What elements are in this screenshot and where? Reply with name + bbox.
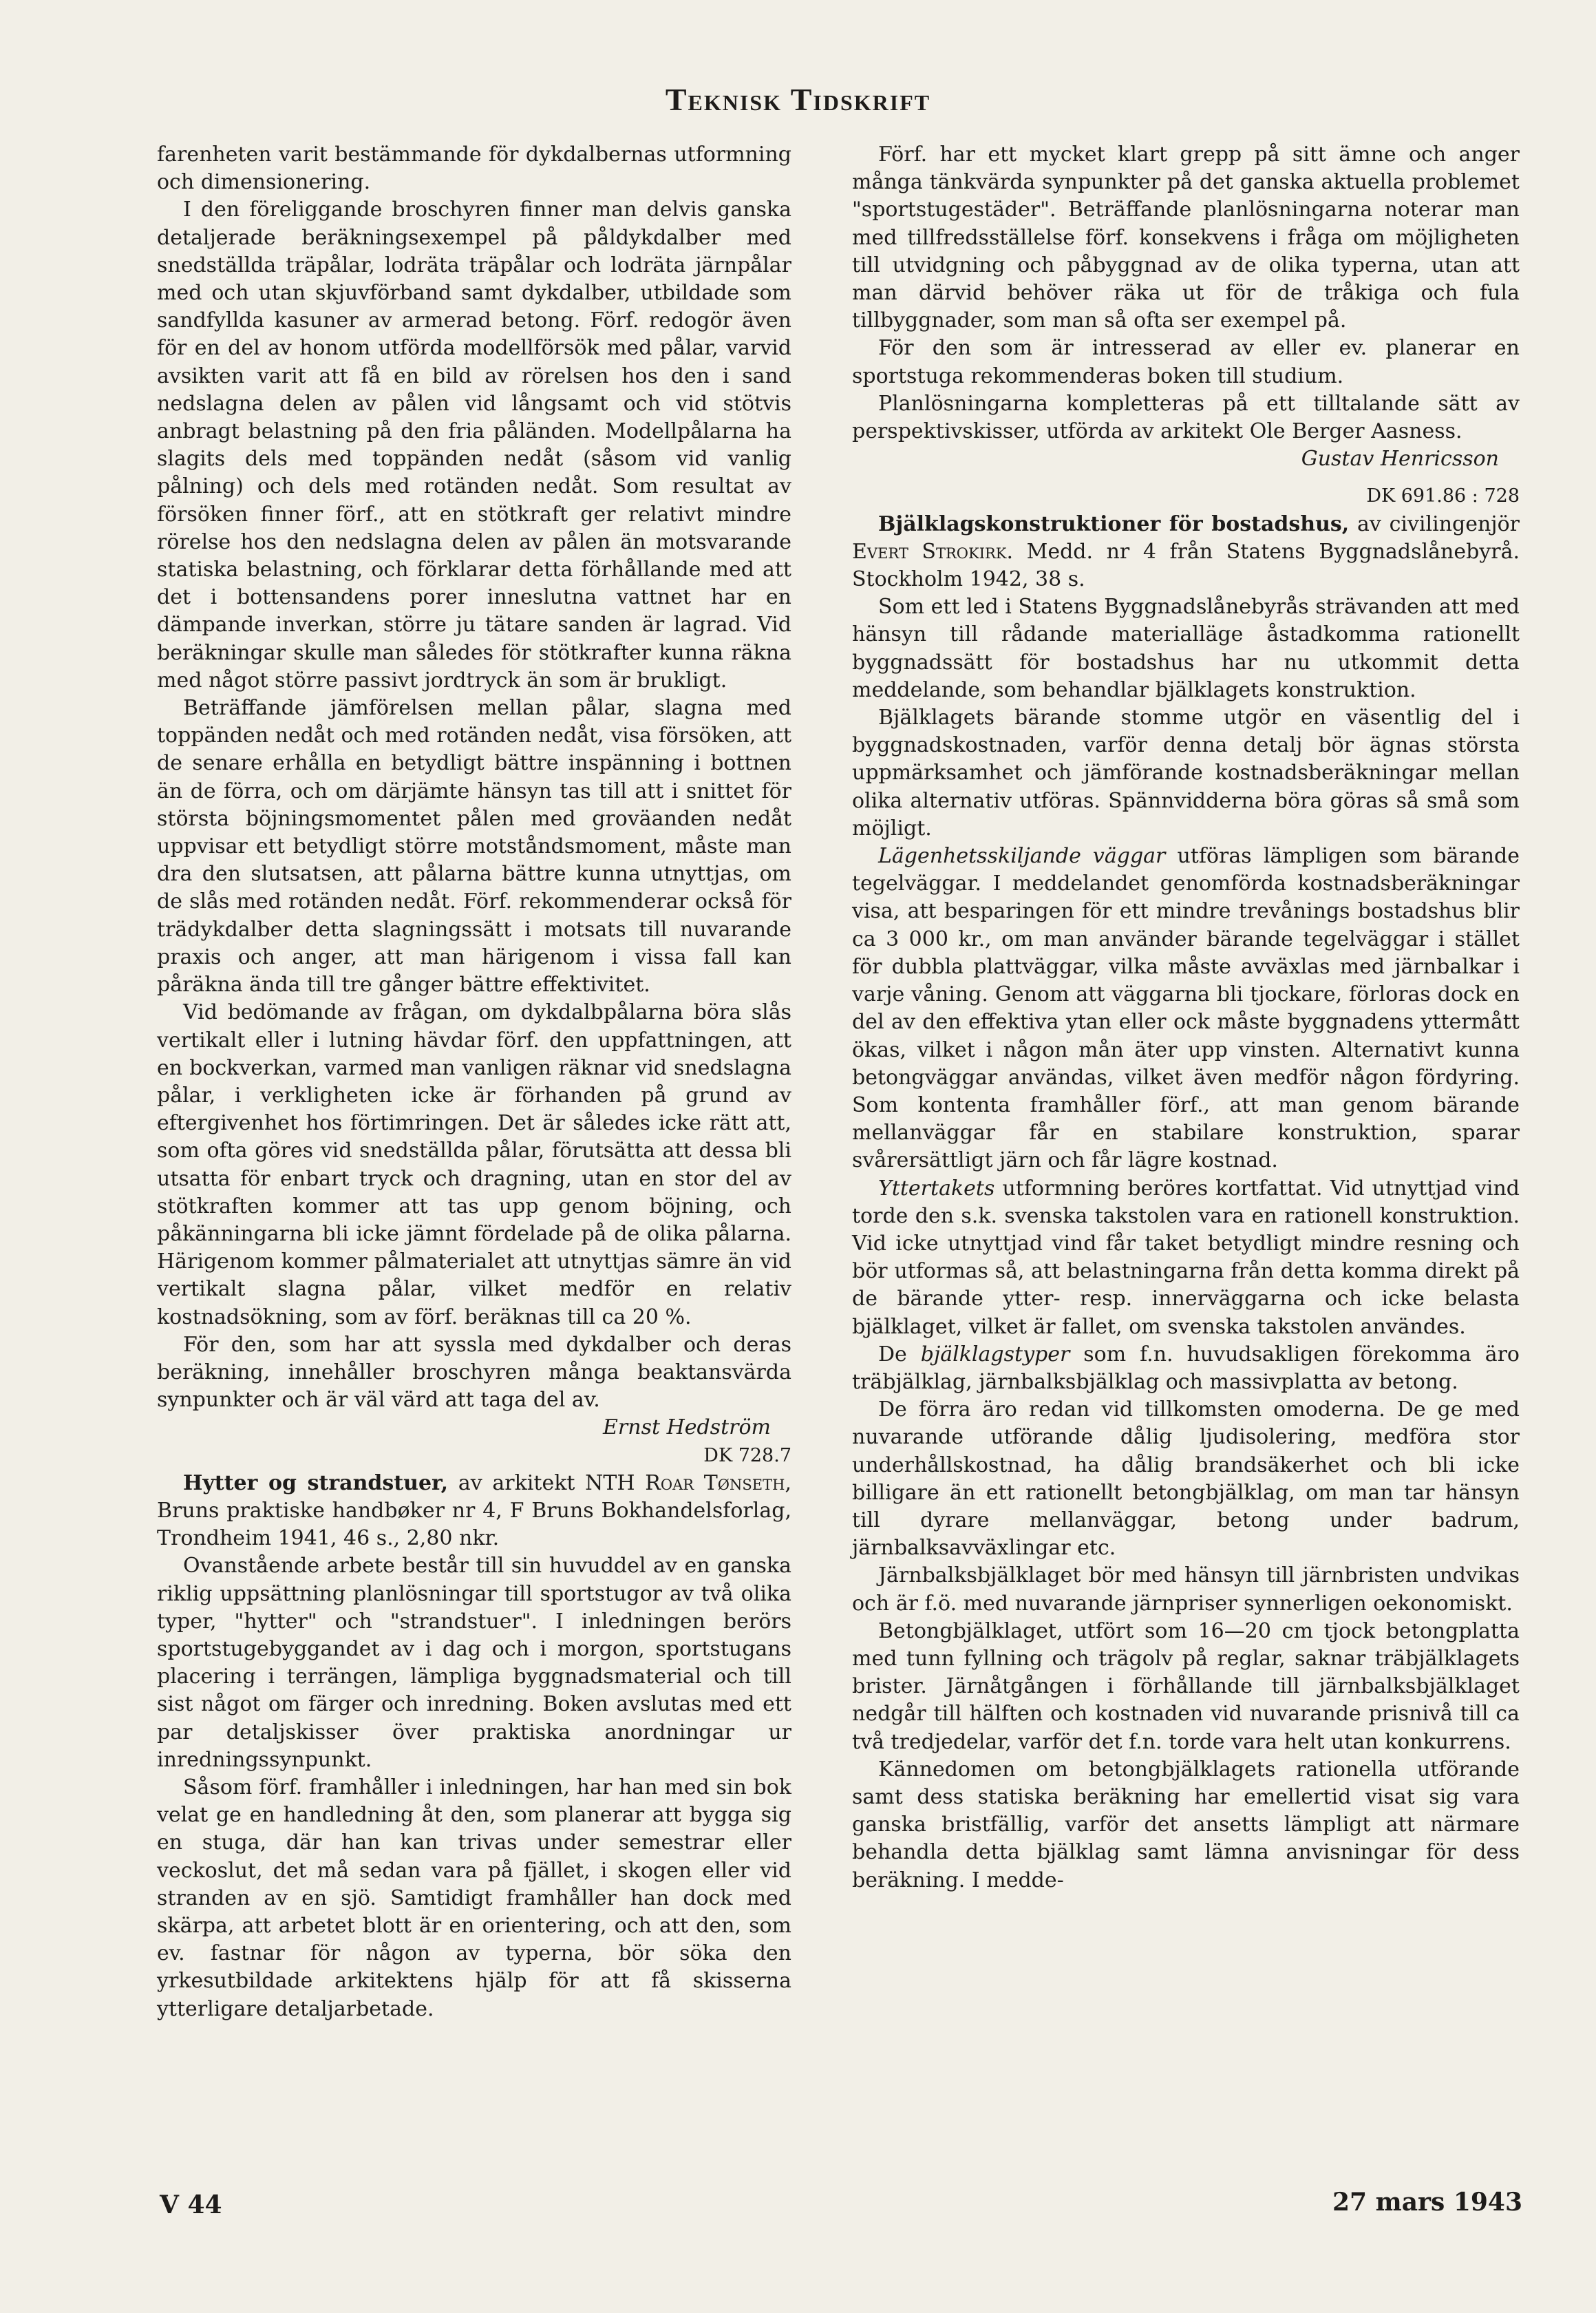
paragraph: Vid bedömande av frågan, om dykdalbpålarna böra slås vertikalt eller i lutning hävdar förf. den uppfattningen, att en bockverkan, varmed man vanligen räknar vid snedslagna pålar, i verkligheten icke är förhanden på grund av eftergivenhet hos förtimringen. Det är således icke rätt att, som ofta göres vid snedställda pålar, förutsätta att dessa bli utsatta för enbart tryck och dragning, utan en stor del av stötkraften kommer att tas upp genom böjning, och påkänningarna bli icke jämnt fördelade på de olika pålarna. Härigenom kommer pålmaterialet att utnyttjas sämre än vid vertikalt slagna pålar, vilket medför en relativ kostnadsökning, som av förf. beräknas till ca 20 %. <box>157 1000 791 1329</box>
reviewer-signature: Gustav Henricsson <box>1301 447 1499 472</box>
dk-classification: DK 691.86 : 728 <box>1366 485 1520 507</box>
italic-term: Lägenhetsskiljande väggar <box>878 844 1166 869</box>
review-heading <box>852 511 1520 594</box>
paragraph: Beträffande jämförelsen mellan pålar, slagna med toppänden nedåt och med rotänden nedåt, visa försöken, att de senare erhålla en betydligt bättre inspänning i bottnen än de förra, och om därjämte hänsyn tas till att i snittet för största böjningsmomentet pålen med groväanden nedåt uppvisar ett betydligt större motståndsmoment, måste man dra den slutsatsen, att pålarna bättre kunna utnyttjas, om de slås med rotänden nedåt. Förf. rekommenderar också för trädykdalber detta slagningssätt i motsats till nuvarande praxis och anger, att man härigenom i vissa fall kan påräkna ända till tre gånger bättre effektivitet. <box>157 696 791 997</box>
review-intro: av arkitekt NTH <box>448 1470 646 1495</box>
paragraph <box>852 1341 1520 1396</box>
review-intro: av civilingenjör <box>1349 511 1520 536</box>
paragraph <box>852 843 1520 1174</box>
page-number: V 44 <box>160 2190 222 2219</box>
paragraph: Kännedomen om betongbjälklagets rationella utförande samt dess statiska beräkning har emellertid visat sig vara ganska bristfällig, varför det ansetts lämpligt att närmare behandla detta bjälklag samt lämna anvisningar för dess beräkning. I medde- <box>852 1757 1520 1892</box>
review-title: Bjälklagskonstruktioner för bostadshus, <box>878 511 1350 536</box>
review-author: Roar Tønseth <box>645 1470 785 1495</box>
paragraph: De förra äro redan vid tillkomsten omoderna. De ge med nuvarande utförande dålig ljudisolering, medföra stor underhållskostnad, ha dålig brandsäkerhet och bli icke billigare än ett rationellt betongbjälklag, om man tar hänsyn till dyrare mellanväggar, betong under badrum, järnbalksavväxlingar etc. <box>852 1397 1520 1561</box>
reviewer-signature: Ernst Hedström <box>603 1415 771 1440</box>
paragraph <box>852 1175 1520 1341</box>
italic-term: bjälklagstyper <box>920 1342 1070 1366</box>
paragraph-text: De <box>878 1342 921 1366</box>
review-publication: . Medd. nr 4 från Statens Byggnadslånebyrå. Stockholm 1942, 38 s. <box>852 539 1520 592</box>
paragraph-text: som f.n. huvudsakligen förekomma äro träbjälklag, järnbalksbjälklag och massivplatta av betong. <box>852 1342 1520 1394</box>
left-column <box>157 141 791 2023</box>
paragraph: Såsom förf. framhåller i inledningen, har han med sin bok velat ge en handledning åt den, som planerar att bygga sig en stuga, där han kan trivas under semestrar eller veckoslut, det må sedan vara på fjället, i skogen eller vid stranden av en sjö. Samtidigt framhåller han dock med skärpa, att arbetet blott är en orientering, och att den, som ev. fastnar för någon av typerna, bör söka den yrkesutbildade arkitektens hjälp för att få skisserna ytterligare detaljarbetade. <box>157 1775 791 2021</box>
paragraph: För den, som har att syssla med dykdalber och deras beräkning, innehåller broschyren många beaktansvärda synpunkter och är väl värd att taga del av. <box>157 1332 791 1413</box>
paragraph: Förf. har ett mycket klart grepp på sitt ämne och anger många tänkvärda synpunkter på det ganska aktuella problemet "sportstugestäder". Beträffande planlösningarna noterar man med tillfredsställelse förf. konsekvens i fråga om möjligheten till utvidgning och påbyggnad av de olika typerna, utan att man därvid behöver räka ut för de tråkiga och fula tillbyggnader, som man så ofta ser exempel på. <box>852 142 1520 333</box>
paragraph-text: utformning beröres kortfattat. Vid utnyttjad vind torde den s.k. svenska takstolen vara en rationell konstruktion. Vid icke utnyttjad vind får taket betydligt mindre resning och bör utformas så, att belastningarna från detta komma direkt på de bärande ytter- resp. innerväggarna och icke belasta bjälklaget, vilket är fallet, om svenska takstolen användes. <box>852 1176 1520 1339</box>
paragraph: Planlösningarna kompletteras på ett tilltalande sätt av perspektivskisser, utförda av arkitekt Ole Berger Aasness. <box>852 391 1520 444</box>
paragraph: I den föreliggande broschyren finner man delvis ganska detaljerade beräkningsexempel på påldykdalber med snedställda träpålar, lodräta träpålar och lodräta järnpålar med och utan skjuvförband samt dykdalber, utbildade som sandfyllda kasuner av armerad betong. Förf. redogör även för en del av honom utförda modellförsök med pålar, varvid avsikten varit att få en bild av rörelsen hos den i sand nedslagna delen av pålen vid långsamt och vid stötvis anbragt belastning på den fria påländen. Modellpålarna ha slagits dels med toppänden nedåt (såsom vid vanlig pålning) och dels med rotänden nedåt. Som resultat av försöken finner förf., att en stötkraft ger relativt mindre rörelse hos den nedslagna delen av pålen än motsvarande statiska belastning, och förklarar detta förhållande med att det i bottensandens porer inneslutna vattnet har en dämpande inverkan, större ju tätare sanden är lagrad. Vid beräkningar skulle man således för stötkrafter kunna räkna med något större passivt jordtryck än som är brukligt. <box>157 198 791 693</box>
review-title: Hytter og strandstuer, <box>183 1470 449 1495</box>
review-heading <box>157 1470 791 1553</box>
paragraph: Som ett led i Statens Byggnadslånebyrås strävanden att med hänsyn till rådande materialläge åstadkomma rationellt byggnadssätt för bostadshus har nu utkommit detta meddelande, som behandlar bjälklagets konstruktion. <box>852 595 1520 702</box>
paragraph: För den som är intresserad av eller ev. planerar en sportstuga rekommenderas boken till studium. <box>852 336 1520 388</box>
paragraph-text: utföras lämpligen som bärande tegelväggar. I meddelandet genomförda kostnadsberäkningar visa, att besparingen för ett mindre trevånings bostadshus blir ca 3 000 kr., om man använder bärande tegelväggar i stället för dubbla plattväggar, vilka måste avväxlas med järnbalkar i varje våning. Genom att väggarna bli tjockare, förloras dock en del av den effektiva ytan eller ock måste byggnadens yttermått ökas, vilket i någon mån äter upp vinsten. Alternativt kunna betongväggar användas, vilket även medför någon fördyring. Som kontenta framhåller förf., att man genom bärande mellanväggar får en stabilare konstruktion, sparar svårersättligt järn och får lägre kostnad. <box>852 844 1520 1173</box>
masthead: Teknisk Tidskrift <box>665 82 931 117</box>
issue-date: 27 mars 1943 <box>1332 2188 1523 2217</box>
paragraph: farenheten varit bestämmande för dykdalbernas utformning och dimensionering. <box>157 142 791 195</box>
italic-term: Yttertakets <box>878 1176 995 1201</box>
review-publication: , Bruns praktiske handbøker nr 4, F Bruns Bokhandelsforlag, Trondheim 1941, 46 s., 2,80 nkr. <box>157 1470 791 1551</box>
paragraph: Betongbjälklaget, utfört som 16—20 cm tjock betongplatta med tunn fyllning och trägolv på reglar, saknar träbjälklagets brister. Järnåtgången i förhållande till järnbalksbjälklaget nedgår till hälften och kostnaden vid nuvarande prisnivå till ca två tredjedelar, varför det f.n. torde vara helt utan konkurrens. <box>852 1618 1520 1754</box>
review-author: Evert Strokirk <box>852 539 1007 564</box>
paragraph: Järnbalksbjälklaget bör med hänsyn till järnbristen undvikas och är f.ö. med nuvarande järnpriser synnerligen oekonomiskt. <box>852 1563 1520 1616</box>
paragraph: Ovanstående arbete består till sin huvuddel av en ganska riklig uppsättning planlösningar till sportstugor av två olika typer, "hytter" och "strandstuer". I inledningen berörs sportstugebyggandet av i dag och i morgon, sportstugans placering i terrängen, lämpliga byggnadsmaterial och till sist något om färger och inredning. Boken avslutas med ett par detaljskisser över praktiska anordningar ur inredningssynpunkt. <box>157 1554 791 1772</box>
right-column <box>852 141 1520 1894</box>
dk-classification: DK 728.7 <box>703 1444 791 1466</box>
paragraph: Bjälklagets bärande stomme utgör en väsentlig del i byggnadskostnaden, varför denna detalj bör ägnas största uppmärksamhet och jämförande kostnadsberäkningar mellan olika alternativ utföras. Spännvidderna böra göras så små som möjligt. <box>852 706 1520 841</box>
